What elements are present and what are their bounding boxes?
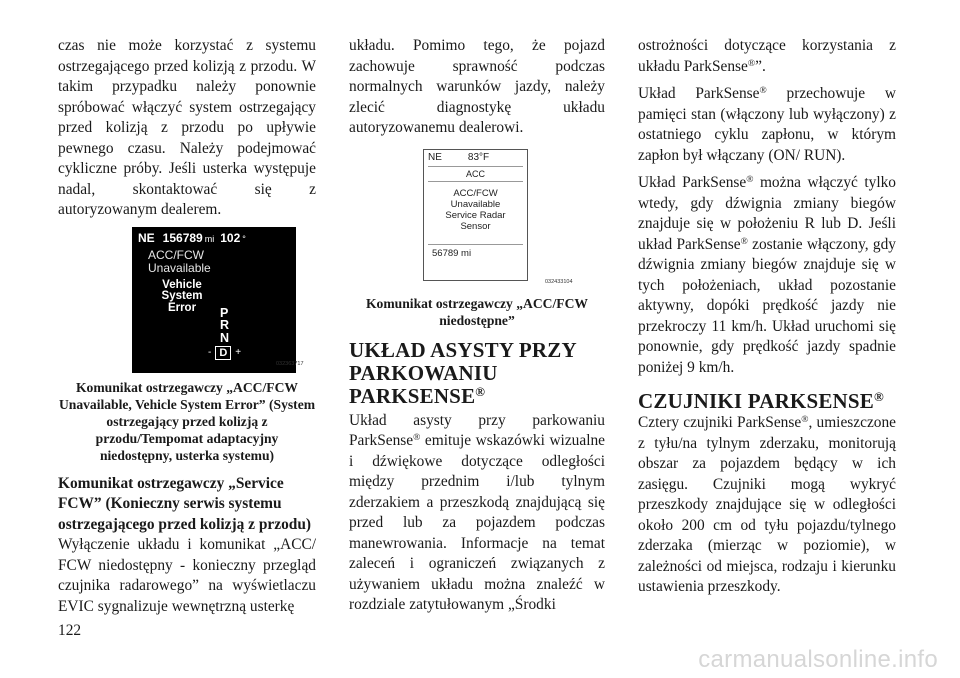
gear-indicator: P R N bbox=[220, 305, 230, 345]
paragraph bbox=[638, 173, 896, 378]
image-code: 032433104 bbox=[545, 278, 573, 285]
evic-screen-image bbox=[423, 149, 528, 281]
message-line: Service Radar bbox=[445, 209, 506, 221]
registered-mark: ® bbox=[747, 57, 756, 69]
heading-text: CZUJNIKI PARKSENSE bbox=[638, 389, 875, 413]
text-span: ostrożności dotyczące korzystania z układu ParkSense bbox=[638, 37, 896, 75]
text-span: przechowuje w pamięci stan (włączony lub wyłączony) z ostatniego cyklu zapłonu, w którym zapłon był włączany (ON/ RUN). bbox=[638, 85, 897, 164]
instrument-cluster-image bbox=[132, 227, 296, 373]
acc-warning bbox=[148, 249, 211, 275]
paragraph bbox=[638, 84, 896, 166]
gear-minus: - bbox=[208, 347, 212, 358]
registered-mark: ® bbox=[475, 383, 486, 399]
section-heading bbox=[638, 390, 896, 413]
paragraph bbox=[638, 413, 896, 598]
text-span: emituje wskazówki wizualne i dźwiękowe dotyczące odległości między przednim i/lub tylnym zderzakiem a przeszkodą znajdującą się przed lub za pojazdem podczas manewrowania. Informacje na temat zaleceń i ograniczeń związanych z używaniem układu można znaleźć w rozdziale zatytułowanym „Środki bbox=[349, 432, 605, 613]
watermark: carmanualsonline.info bbox=[698, 646, 938, 673]
text-span: Układ asysty przy parkowaniu ParkSense bbox=[349, 411, 605, 449]
registered-mark: ® bbox=[801, 413, 809, 425]
text-span: zostanie włączony, gdy dźwignia zmiany biegów znajduje się w tych położeniach, układ pozostanie aktywny, dopóki prędkość jazdy nie przekroczy 11 km/h. Układ uruchomi się ponownie, gdy prędkość jazdy spadnie poniżej 9 km/h. bbox=[638, 235, 896, 376]
acc-label: ACC bbox=[428, 166, 523, 182]
paragraph bbox=[349, 411, 605, 616]
text-span: można włączyć tylko wtedy, gdy dźwignia zmiany biegów znajduje się w położeniu R lub D. Jeśli układ ParkSense bbox=[638, 174, 896, 253]
temperature-value: 102 bbox=[220, 230, 241, 245]
error-line: Vehicle bbox=[162, 278, 202, 291]
gear-d: D bbox=[215, 346, 231, 360]
temperature-unit: ° bbox=[242, 233, 246, 244]
column-3 bbox=[638, 36, 896, 598]
text-span: Cztery czujniki ParkSense bbox=[638, 414, 802, 431]
odometer-unit: mi bbox=[204, 233, 215, 244]
system-error-text bbox=[152, 280, 212, 315]
column-2 bbox=[349, 36, 605, 616]
registered-mark: ® bbox=[746, 173, 754, 185]
divider bbox=[428, 244, 523, 245]
message-line: Unavailable bbox=[450, 198, 501, 210]
paragraph: układu. Pomimo tego, że pojazd zachowuje sprawność podczas normalnych warunków jazdy, należy zlecić diagnostykę układu autoryzowanemu dealerowi. bbox=[349, 37, 605, 136]
text-span: Układ ParkSense bbox=[638, 174, 747, 191]
screen-message bbox=[424, 188, 527, 232]
registered-mark: ® bbox=[740, 235, 748, 247]
registered-mark: ® bbox=[874, 388, 884, 404]
odometer-value: 156789 bbox=[162, 230, 203, 245]
evic-figure bbox=[349, 149, 605, 289]
text-span: , umieszczone z tyłu/na tylnym zderzaku, monitorują obszar za pojazdem będący w ich zasięgu. Czujniki mogą wykryć przeszkody znajdujące się w odległości około 200 cm od tyłu pojazdu/tylnego zderzaka (mierząc w poziomie), w zależności od miejsca, rodzaju i kierunku ustawienia przeszkody. bbox=[638, 414, 896, 595]
paragraph bbox=[638, 36, 896, 77]
compass-label: NE bbox=[138, 230, 155, 245]
error-line: System bbox=[161, 290, 203, 302]
registered-mark: ® bbox=[413, 431, 421, 443]
error-line: Error bbox=[167, 301, 197, 314]
cluster-topbar bbox=[138, 231, 252, 245]
paragraph: Wyłączenie układu i komunikat „ACC/ FCW niedostępny - konieczny przegląd czujnika radarowego” na wyświetlaczu EVIC sygnalizuje wewnętrzną usterkę bbox=[58, 536, 316, 615]
gear-plus: + bbox=[235, 347, 242, 358]
column-1 bbox=[58, 36, 316, 617]
page-number: 122 bbox=[58, 622, 82, 639]
text-span: ”. bbox=[755, 57, 766, 75]
figure-caption: Komunikat ostrzegawczy „ACC/FCW niedostępne” bbox=[365, 295, 588, 328]
section-subheading: Komunikat ostrzegawczy „Service FCW” (Konieczny serwis systemu ostrzegającego przed kolizją z przodu) bbox=[58, 474, 312, 533]
figure-caption: Komunikat ostrzegawczy „ACC/FCW Unavailable, Vehicle System Error” (System ostrzegający przed kolizją z przodu/Tempomat adaptacyjny niedostępny, usterka systemu) bbox=[58, 379, 316, 463]
temperature-value: 83°F bbox=[467, 151, 490, 163]
text-span: Układ ParkSense bbox=[638, 85, 760, 102]
message-line: Sensor bbox=[460, 220, 491, 232]
gear-d-indicator bbox=[208, 347, 250, 359]
compass-label: NE bbox=[428, 151, 442, 163]
cluster-figure bbox=[58, 227, 316, 373]
registered-mark: ® bbox=[759, 84, 767, 96]
image-code: 032363717 bbox=[276, 360, 304, 367]
heading-text: UKŁAD ASYSTY PRZY PARKOWANIU PARKSENSE bbox=[349, 337, 577, 408]
paragraph: czas nie może korzystać z systemu ostrzegającego przed kolizją z przodu. W takim przypadku należy ponownie spróbować włączyć system ostrzegający przed kolizją z przodu po upływie pewnego czasu. Należy podejmować cykliczne próby. Jeśli usterka występuje nadal, skontaktować się z autoryzowanym dealerem. bbox=[58, 37, 316, 218]
message-line: ACC/FCW bbox=[453, 187, 498, 199]
acc-line: Unavailable bbox=[148, 260, 211, 275]
odometer-value: 56789 mi bbox=[432, 247, 472, 259]
section-heading bbox=[349, 339, 605, 408]
screen-topbar bbox=[428, 152, 489, 163]
acc-line: ACC/FCW bbox=[148, 247, 204, 262]
